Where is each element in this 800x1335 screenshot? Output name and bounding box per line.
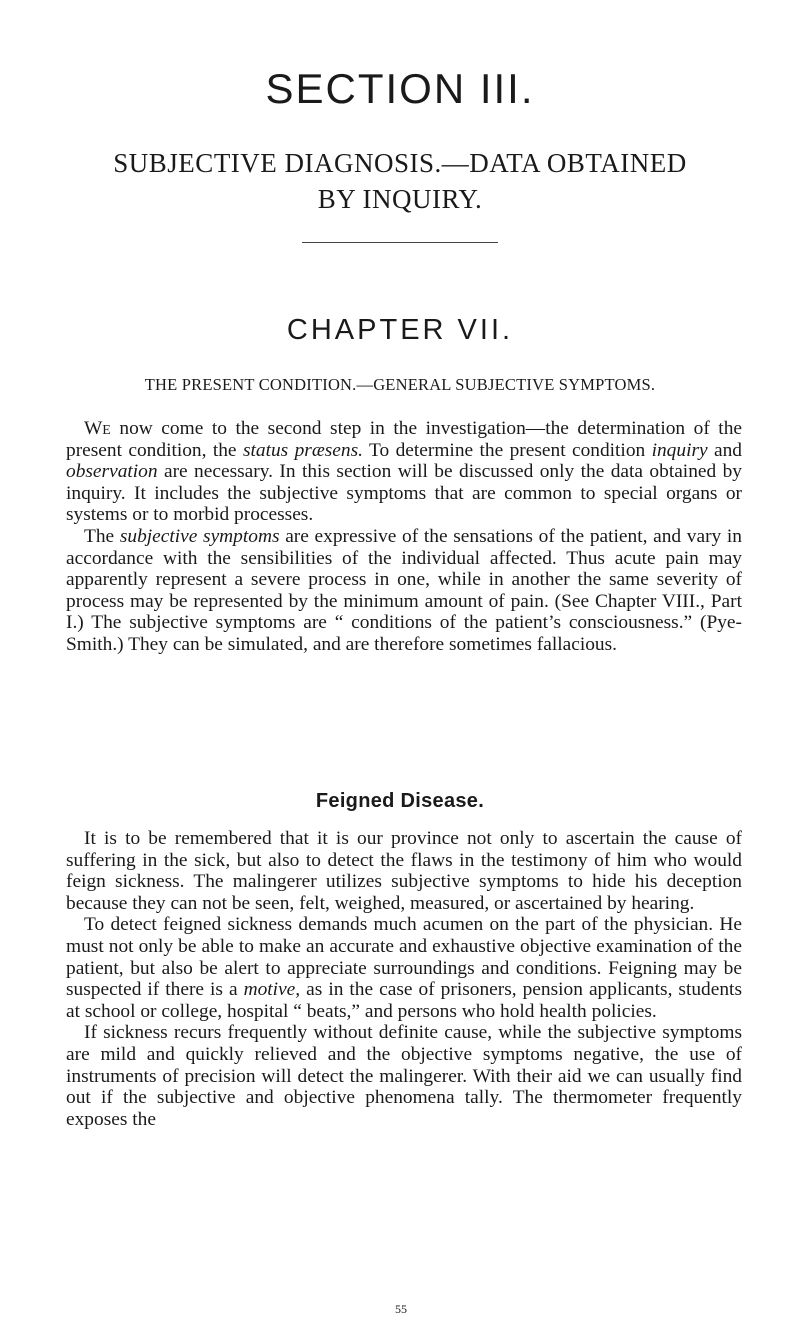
feigned-text-block (66, 828, 742, 1130)
emphasis-observation: observation (66, 461, 158, 483)
chapter-title: CHAPTER VII. (286, 314, 514, 346)
divider-rule (302, 242, 498, 243)
feigned-paragraph-1: It is to be remembered that it is our province not only to ascertain the cause of suffering in the sick, but also to detect the flaws in the testimony of him who would feign sickness. The malingerer utilizes subjective symptoms to hide his deception because they can not be seen, felt, weighed, measured, or ascertained by hearing. (66, 828, 742, 914)
section-subtitle-line-1: SUBJECTIVE DIAGNOSIS.—DATA OBTAINED (113, 148, 687, 178)
intro-paragraph-2 (66, 526, 742, 656)
text-run: now come to the second step in the investigation—the determination of the present condition, the (66, 418, 742, 461)
intro-text-block (66, 418, 742, 656)
emphasis-inquiry: inquiry (651, 439, 708, 461)
text-run: and (707, 439, 742, 461)
emphasis-status-praesens: status præsens. (242, 439, 363, 461)
section-title: SECTION III. (265, 65, 535, 112)
opening-word: We (84, 418, 111, 439)
feigned-disease-heading: Feigned Disease. (315, 790, 485, 812)
emphasis-subjective-symptoms: subjective symptoms (119, 525, 280, 547)
section-subtitle (0, 145, 800, 217)
text-run: are necessary. In this section will be discussed only the data obtained by inquiry. It includes the subjective symptoms that are common to special organs or systems or to morbid processes. (66, 461, 742, 526)
feigned-paragraph-2 (66, 914, 742, 1022)
feigned-paragraph-3: If sickness recurs frequently without definite cause, while the subjective symptoms are mild and quickly relieved and the objective symptoms negative, the use of instruments of precision will detect the malingerer. With their aid we can usually find out if the subjective and objective phenomena tally. The thermometer frequently exposes the (66, 1022, 742, 1130)
section-subtitle-line-2: BY INQUIRY. (317, 184, 483, 214)
text-run: To determine the present condition (363, 439, 652, 461)
text-run: are expressive of the sensations of the patient, and vary in accordance with the sensibilities of the individual affected. Thus acute pain may apparently represent a severe process in one, while in another the same severity of process may be represented by the minimum amount of pain. (See Chapter VIII., Part I.) The subjective symptoms are “ conditions of the patient’s consciousness.” (Pye-Smith.) They can be simulated, and are therefore sometimes fallacious. (66, 525, 742, 655)
text-run: The (84, 525, 120, 547)
text-run: To detect feigned sickness demands much acumen on the part of the physician. He must not only be able to make an accurate and exhaustive objective examination of the patient, but also be alert to appreciate surroundings and conditions. Feigning may be suspected if there is a (66, 914, 742, 1001)
page-number: 55 (395, 1302, 407, 1316)
intro-paragraph-1 (66, 418, 742, 526)
chapter-subtitle: THE PRESENT CONDITION.—GENERAL SUBJECTIVE SYMPTOMS. (144, 375, 656, 394)
text-run: as in the case of prisoners, pension applicants, students at school or college, hospital “ beats,” and persons who hold health policies. (66, 979, 742, 1022)
emphasis-motive: motive, (243, 979, 301, 1001)
